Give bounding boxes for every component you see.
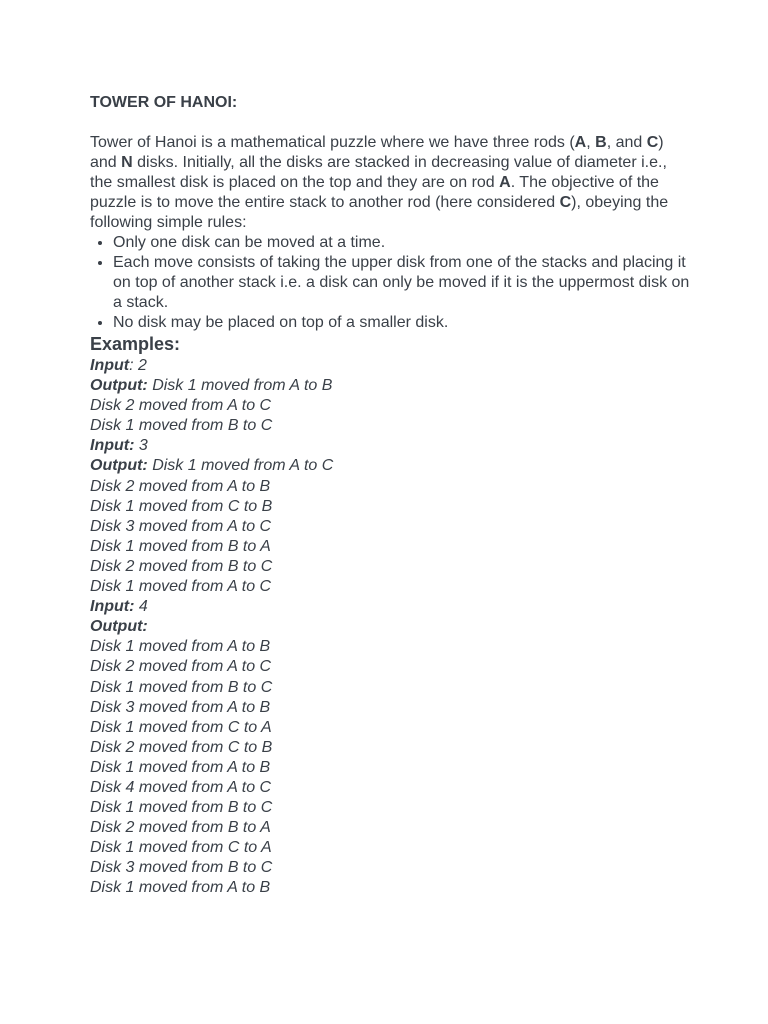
output-label: Output: (90, 377, 148, 395)
rules-list (90, 233, 690, 333)
intro-text: ) and (90, 134, 664, 171)
output-label: Output: (90, 618, 148, 636)
input-value: 2 (137, 357, 147, 374)
disk-count-label: N (121, 154, 133, 171)
move-line: Disk 1 moved from B to C (90, 678, 273, 696)
intro-text: ), obeying the following simple rules: (90, 194, 669, 231)
move-line: Disk 1 moved from A to B (147, 377, 333, 395)
input-value: 3 (138, 437, 148, 455)
intro-text: , and (606, 134, 647, 151)
rod-a-label: A (499, 174, 511, 191)
move-line: Disk 1 moved from B to C (90, 417, 273, 435)
example-output-line (90, 376, 690, 396)
input-label: Input (90, 598, 130, 616)
intro-paragraph (90, 133, 690, 233)
rule-item: • Each move consists of taking the upper disk from one of the stacks and placing it on top of another stack i.e. a disk can only be moved if it is the uppermost disk on a stack. (113, 253, 690, 313)
move-line: Disk 2 moved from A to C (90, 397, 272, 415)
rod-c-label: C (646, 134, 659, 151)
move-line: Disk 2 moved from B to C (90, 557, 273, 575)
input-value-wrap (134, 598, 147, 615)
examples-heading: Examples: (90, 334, 181, 354)
move-line: Disk 2 moved from A to C (90, 658, 272, 676)
rule-item: • No disk may be placed on top of a smaller disk. (113, 313, 690, 333)
move-line: Disk 1 moved from A to C (90, 578, 272, 596)
rule-item: • Only one disk can be moved at a time. (113, 233, 690, 253)
move-line: Disk 1 moved from B to A (90, 537, 271, 555)
move-line: Disk 1 moved from C to A (90, 839, 272, 857)
examples-block (90, 356, 690, 899)
page-title: TOWER OF HANOI: (90, 94, 238, 111)
move-line: Disk 4 moved from A to C (90, 778, 272, 796)
move-line: Disk 1 moved from A to B (90, 879, 271, 897)
move-line: Disk 3 moved from B to C (90, 859, 273, 877)
input-label: Input (90, 357, 130, 374)
move-line: Disk 1 moved from C to B (90, 497, 273, 515)
move-line: Disk 1 moved from A to B (90, 758, 271, 776)
example-output-line (90, 456, 690, 476)
move-line: Disk 3 moved from A to C (90, 517, 272, 535)
move-line: Disk 1 moved from B to C (90, 799, 273, 817)
intro-text: . The objective of the puzzle is to move the entire stack to another rod (here considered (90, 174, 659, 211)
example-output-line (90, 617, 690, 637)
example-input-line: Input: 4 (90, 598, 148, 616)
input-separator: : (129, 357, 138, 374)
output-label: Output: (90, 457, 148, 475)
move-line: Disk 2 moved from A to B (90, 477, 271, 495)
input-value-wrap (134, 437, 147, 454)
rod-b-label: B (595, 134, 607, 151)
intro-text: Tower of Hanoi is a mathematical puzzle where we have three rods ( (90, 134, 575, 151)
move-line: Disk 1 moved from C to A (90, 718, 272, 736)
intro-text: , (586, 134, 596, 151)
intro-text: disks. Initially, all the disks are stacked in decreasing value of diameter i.e., the smallest disk is placed on the top and they are on rod (90, 154, 667, 191)
rod-a-label: A (574, 134, 587, 151)
move-line: Disk 2 moved from B to A (90, 819, 271, 837)
rod-c-label: C (559, 194, 572, 211)
input-value: 4 (138, 598, 148, 616)
move-line: Disk 1 moved from A to B (90, 638, 271, 656)
example-input-line: Input: 3 (90, 437, 148, 455)
move-line: Disk 3 moved from A to B (90, 698, 271, 716)
example-input-line (90, 356, 690, 376)
move-line: Disk 1 moved from A to C (147, 457, 334, 475)
input-label: Input (90, 437, 130, 455)
move-line: Disk 2 moved from C to B (90, 738, 273, 756)
document-page (90, 93, 690, 899)
